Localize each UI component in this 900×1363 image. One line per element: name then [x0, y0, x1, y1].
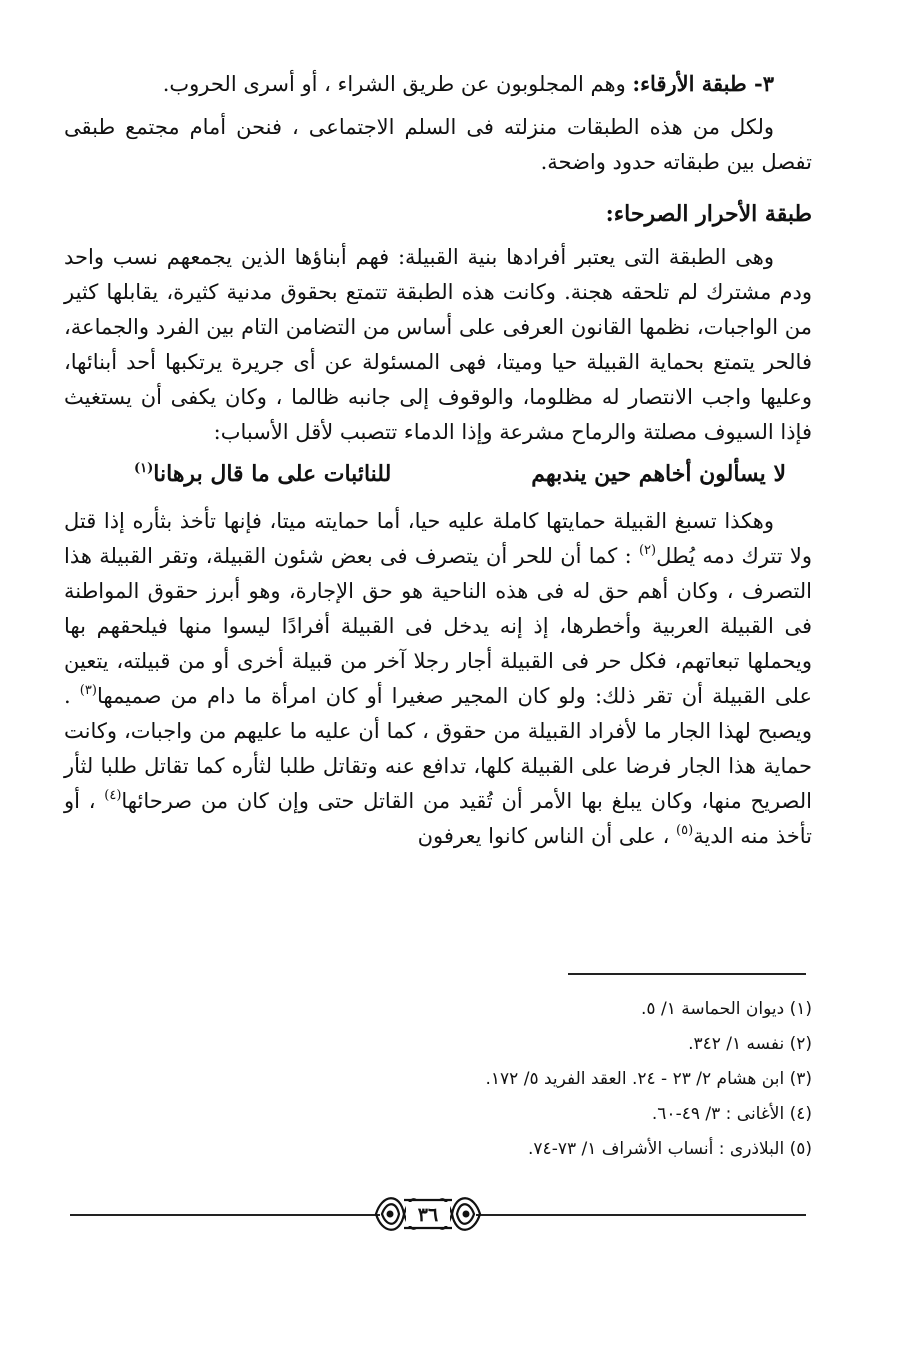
footnote-item: (٥) البلاذرى : أنساب الأشراف ١/ ٧٣-٧٤. [528, 1139, 812, 1159]
slaves-class-text: وهم المجلوبون عن طريق الشراء ، أو أسرى الحروب. [162, 72, 633, 96]
footnote-ref-3: (٣) [79, 683, 97, 698]
footnote-ref-4: (٤) [104, 788, 122, 803]
paragraph-tribe-protection: وهكذا تسبغ القبيلة حمايتها كاملة عليه حيا، أما حمايته ميتا، فإنها تأخذ بثأره إذا قتل ولا تترك دمه يُطل$^{(٢)}$ : كما أن للحر أن يتصرف فى بعض شئون القبيلة، وتقر القبيلة هذا التصرف ، وكان أهم حق له فى هذه الناحية هو حق الإجارة، وهو أبرز حقوق المواطنة فى القبيلة العربية وأخطرها، إذ إنه يدخل فى القبيلة أفرادًا ليسوا منها فيلحقهم بها ويحملها تبعاتهم، فكل حر فى القبيلة أجار رجلا آخر من قبيلة أخرى أو من قبيلته، يتعين على القبيلة أن تقر ذلك: ولو كان المجير صغيرا أو كان امرأة ما دام من صميمها$^{(٣)}$ . ويصبح لهذا الجار ما لأفراد القبيلة من حقوق ، كما أن عليه ما عليهم من واجبات، وكانت حماية هذا الجار فرضا على القبيلة كلها، تدافع عنه وتقاتل طلبا لثأره كما تقاتل طلبا لثأر الصريح منها، وكان يبلغ بها الأمر أن تُقيد من القاتل حتى وإن كان من صرحائها$^{(٤)}$ ، أو تأخذ منه الدية$^{(٥)}$ ، على أن الناس كانوا يعرفون [64, 509, 812, 848]
footnote-item: (٢) نفسه ١/ ٣٤٢. [688, 1034, 812, 1054]
footnote-item: (٤) الأغانى : ٣/ ٤٩-٦٠. [651, 1104, 812, 1124]
verse-first-hemistich: لا يسألون أخاهم حين يندبهم [531, 461, 786, 487]
paragraph-class-society: ولكل من هذه الطبقات منزلته فى السلم الاجتماعى ، فنحن أمام مجتمع طبقى تفصل بين طبقاته حدود واضحة. [64, 115, 812, 174]
verse-second-hemistich: للنائبات على ما قال برهانا$^{(١)}$ [134, 461, 392, 487]
paragraph-slaves-class [64, 66, 812, 102]
footnote-ref-5: (٥) [676, 823, 694, 838]
slaves-class-label: ٣- طبقة الأرقاء: [632, 71, 774, 96]
footnote-ref-1: (١) [134, 461, 154, 476]
main-text [64, 66, 812, 854]
poetry-verse [64, 450, 812, 504]
footnote-separator [568, 973, 806, 975]
footnote-item: (١) ديوان الحماسة ١/ ٥. [641, 999, 812, 1019]
section-heading: طبقة الأحرار الصرحاء: [605, 201, 812, 227]
paragraph-free-class: وهى الطبقة التى يعتبر أفرادها بنية القبيلة: فهم أبناؤها الذين يجمعهم نسب واحد ودم مشترك لم تلحقه هجنة. وكانت هذه الطبقة تتمتع بحقوق مدنية كثيرة، يقابلها كثير من الواجبات، نظمها القانون العرفى على أساس من التضامن التام بين الفرد والجماعة، فالحر يتمتع بحماية القبيلة حيا وميتا، فهى المسئولة عن أى جريرة يرتكبها أحد أبنائها، وعليها واجب الانتصار له مظلوما، والوقوف إلى جانبه ظالما ، وكان يكفى أن يستغيث فإذا السيوف مصلتة والرماح مشرعة وإذا الدماء تتصبب لأقل الأسباب: [64, 245, 812, 444]
page-number: ٣٦ [417, 1204, 439, 1226]
bottom-rule-right [476, 1214, 806, 1216]
bottom-rule-left [70, 1214, 380, 1216]
footnotes [64, 992, 812, 1167]
footnote-ref-2: (٢) [638, 543, 657, 558]
footnote-item: (٣) ابن هشام ٢/ ٢٣ - ٢٤. العقد الفريد ٥/ ١٧٢. [485, 1069, 812, 1089]
